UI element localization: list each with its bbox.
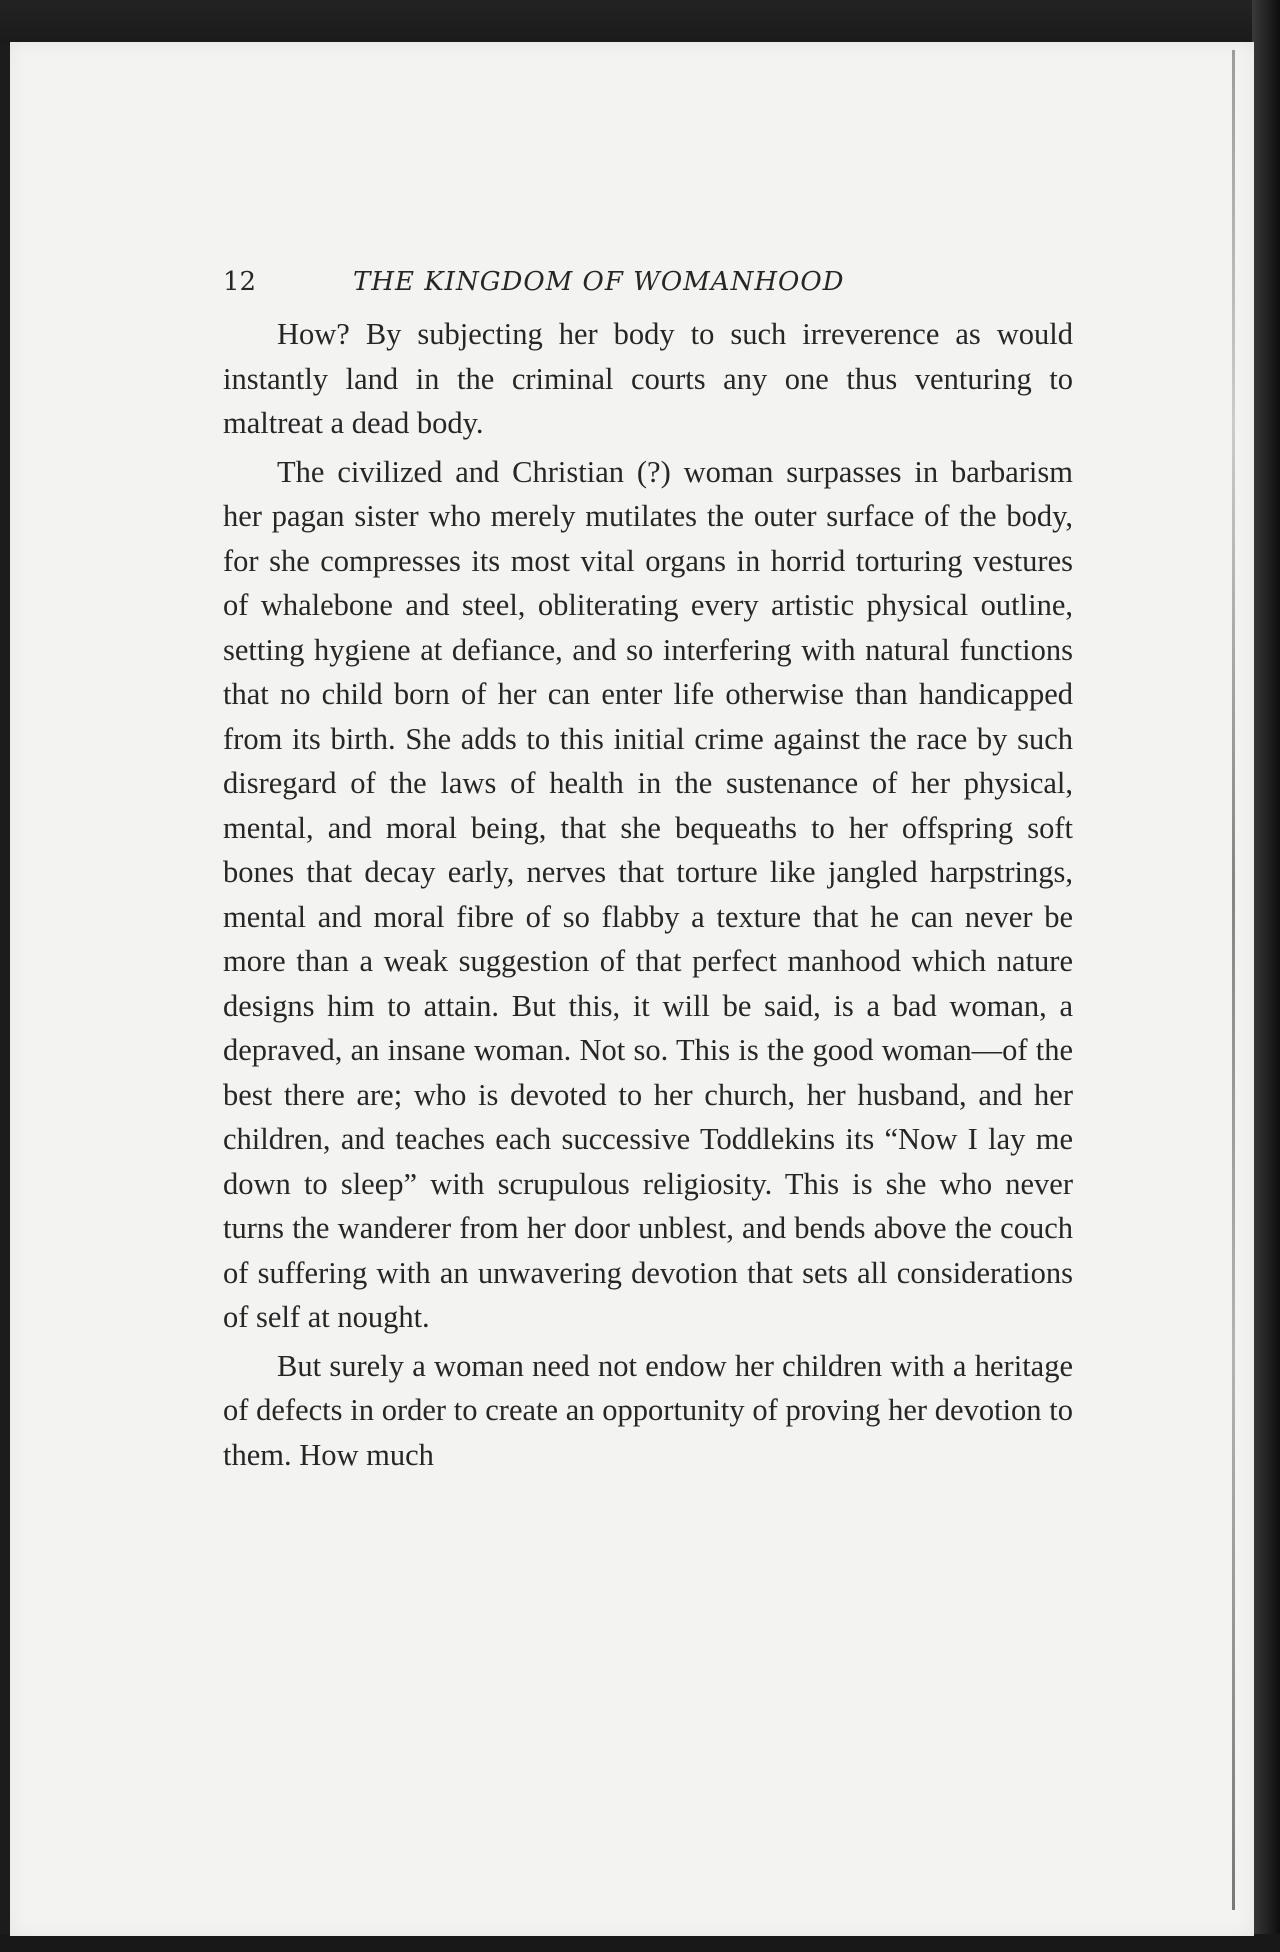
paragraph-2: The civilized and Christian (?) woman surpasses in barbarism her pagan sister who merely mutilates the outer surface of the body, for she compresses its most vital organs in horrid torturing vestures of whalebone and steel, obliterating every artistic physical outline, setting hygiene at defiance, and so interfering with natural functions that no child born of her can enter life otherwise than handicapped from its birth. She adds to this initial crime against the race by such disregard of the laws of health in the sustenance of her physical, mental, and moral being, that she bequeaths to her offspring soft bones that decay early, nerves that torture like jangled harpstrings, mental and moral fibre of so flabby a texture that he can never be more than a weak suggestion of that perfect manhood which nature designs him to attain. But this, it will be said, is a bad woman, a depraved, an insane woman. Not so. This is the good woman—of the best there are; who is devoted to her church, her husband, and her children, and teaches each successive Toddlekins its “Now I lay me down to sleep” with scrupulous religiosity. This is she who never turns the wanderer from her door unblest, and bends above the couch of suffering with an unwavering devotion that sets all considerations of self at nought.	[223, 454, 1073, 1334]
scan-bottom-border	[0, 1934, 1280, 1952]
paragraph-3: But surely a woman need not endow her children with a heritage of defects in order to create an opportunity of proving her devotion to them. How much	[223, 1348, 1073, 1472]
running-title: THE KINGDOM OF WOMANHOOD	[353, 267, 845, 297]
body-text	[223, 312, 1073, 1477]
scan-right-border	[1252, 0, 1280, 1952]
scan-top-border	[0, 0, 1280, 44]
page-content	[223, 262, 1073, 1481]
page-edge-shadow	[1232, 50, 1235, 1910]
running-header	[223, 262, 1073, 302]
paragraph-1: How? By subjecting her body to such irreverence as would instantly land in the criminal courts any one thus venturing to maltreat a dead body.	[223, 317, 1073, 440]
page-number: 12	[223, 267, 257, 297]
